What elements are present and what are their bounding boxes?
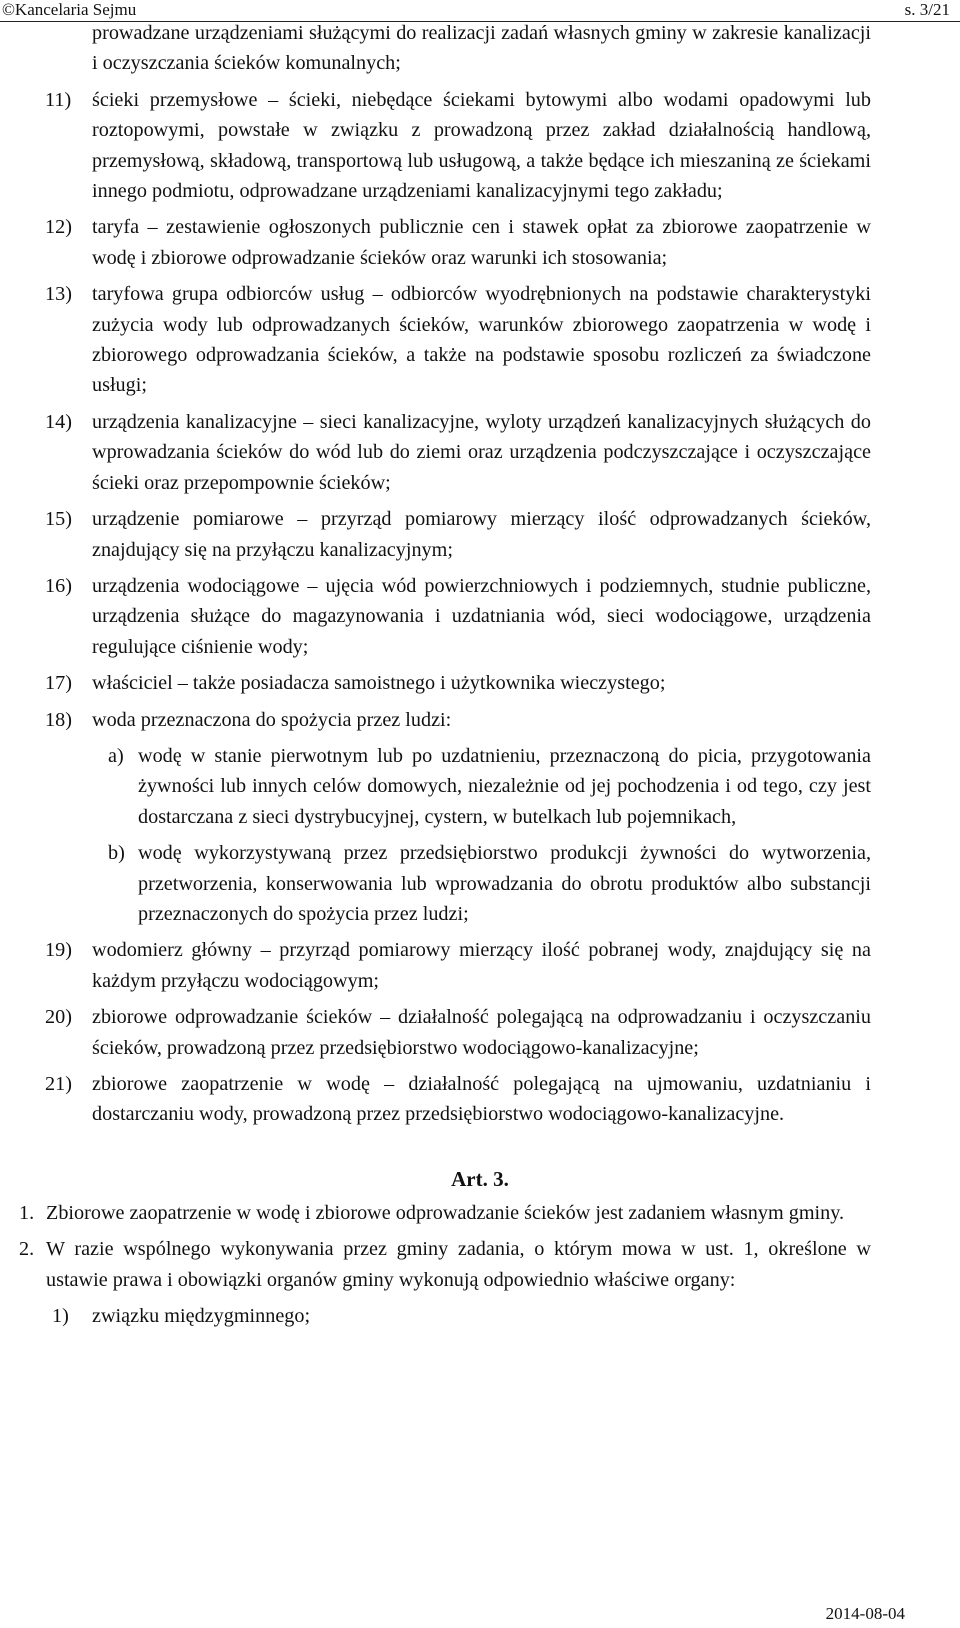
item-text: woda przeznaczona do spożycia przez ludzi:: [92, 708, 452, 731]
sub-item-text: wodę w stanie pierwotnym lub po uzdatnieniu, przeznaczoną do picia, przygotowania żywności lub innych celów domowych, niezależnie od jej pochodzenia i od tego, czy jest dostarczana z sieci dystrybucyjnej, cystern, w butelkach lub pojemnikach,: [138, 744, 871, 828]
article-title: Art. 3.: [451, 1166, 509, 1191]
article-paragraph: [19, 1234, 871, 1295]
item-text: zbiorowe zaopatrzenie w wodę – działalność polegającą na ujmowaniu, uzdatnianiu i dostarczaniu wody, prowadzoną przez przedsiębiorstwo wodociągowo-kanalizacyjne.: [92, 1073, 871, 1126]
sub-item: [108, 838, 871, 929]
item-number: 11): [45, 88, 72, 111]
item-text: ścieki przemysłowe – ścieki, niebędące ściekami bytowymi albo wodami opadowymi lub roztopowymi, powstałe w związku z prowadzoną przez zakład działalnością handlową, przemysłową, składową, transportową lub usługową, a także będące ich mieszaniną ze ściekami innego podmiotu, odprowadzane urządzeniami kanalizacyjnymi tego zakładu;: [92, 88, 871, 203]
article-paragraph: [19, 1198, 871, 1228]
definition-item: [45, 279, 871, 401]
definition-item: [45, 407, 871, 498]
item-number: 13): [45, 283, 72, 306]
item-text: taryfa – zestawienie ogłoszonych publicznie cen i stawek opłat za zbiorowe zaopatrzenie w wodę i zbiorowe odprowadzanie ścieków oraz warunki ich stosowania;: [92, 216, 871, 269]
definition-item: [45, 705, 871, 735]
sub-item-letter: b): [108, 842, 125, 865]
sub-item-letter: a): [108, 744, 124, 767]
definition-item: [45, 571, 871, 662]
item-text: wodomierz główny – przyrząd pomiarowy mierzący ilość pobranej wody, znajdujący się na każdym przyłączu wodociągowym;: [92, 939, 871, 992]
definition-item: [45, 1069, 871, 1130]
paragraph-text: Zbiorowe zaopatrzenie w wodę i zbiorowe odprowadzanie ścieków jest zadaniem własnym gminy.: [46, 1201, 845, 1224]
paragraph-number: 2.: [19, 1238, 35, 1261]
definition-item: [45, 85, 871, 207]
header-page-number: s. 3/21: [904, 0, 950, 19]
article-point: [52, 1301, 871, 1331]
point-text: związku międzygminnego;: [92, 1305, 311, 1328]
item-number: 14): [45, 410, 72, 433]
item-number: 17): [45, 672, 72, 695]
item-number: 18): [45, 708, 72, 731]
item-number: 21): [45, 1073, 72, 1095]
point-number: 1): [52, 1305, 69, 1328]
item-number: 20): [45, 1006, 72, 1029]
paragraph-text: W razie wspólnego wykonywania przez gminy zadania, o którym mowa w ust. 1, określone w ustawie prawa i obowiązki organów gminy wykonują odpowiednio właściwe organy:: [46, 1238, 871, 1291]
item-number: 16): [45, 574, 72, 597]
definition-item: [45, 668, 871, 698]
item-text: urządzenia kanalizacyjne – sieci kanalizacyjne, wyloty urządzeń kanalizacyjnych służących do wprowadzania ścieków do wód lub do ziemi oraz urządzenia podczyszczające i oczyszczające ścieki oraz przepompownie ścieków;: [92, 410, 871, 494]
definition-item: [45, 935, 871, 996]
item-text: taryfowa grupa odbiorców usług – odbiorców wyodrębnionych na podstawie charakterystyki zużycia wody lub odprowadzanych ścieków, warunków zbiorowego zaopatrzenia w wodę i zbiorowego odprowadzania ścieków, a także na podstawie sposobu rozliczeń za świadczone usługi;: [92, 283, 871, 397]
item-number: 15): [45, 508, 72, 531]
header-source: ©Kancelaria Sejmu: [2, 0, 137, 19]
item-text: urządzenie pomiarowe – przyrząd pomiarowy mierzący ilość odprowadzanych ścieków, znajdujący się na przyłączu kanalizacyjnym;: [92, 508, 871, 561]
definition-item: [45, 1002, 871, 1063]
continuation-text: prowadzane urządzeniami służącymi do realizacji zadań własnych gminy w zakresie kanalizacji i oczyszczania ścieków komunalnych;: [92, 22, 871, 75]
sub-item-text: wodę wykorzystywaną przez przedsiębiorstwo produkcji żywności do wytworzenia, przetworzenia, konserwowania lub wprowadzania do obrotu produktów albo substancji przeznaczonych do spożycia przez ludzi;: [138, 842, 871, 925]
footer-date: 2014-08-04: [825, 1604, 905, 1623]
item-text: zbiorowe odprowadzanie ścieków – działalność polegającą na odprowadzaniu i oczyszczaniu ścieków, prowadzoną przez przedsiębiorstwo wodociągowo-kanalizacyjne;: [92, 1006, 871, 1059]
sub-item: [108, 741, 871, 832]
document-body: [0, 18, 960, 1331]
item-text: urządzenia wodociągowe – ujęcia wód powierzchniowych i podziemnych, studnie publiczne, urządzenia służące do magazynowania i uzdatniania wód, sieci wodociągowe, urządzenia regulujące ciśnienie wody;: [92, 574, 871, 658]
item-number: 19): [45, 939, 72, 962]
item-number: 12): [45, 216, 72, 239]
paragraph-number: 1.: [19, 1201, 35, 1224]
definition-item: [45, 212, 871, 273]
definition-item: [45, 504, 871, 565]
item-text: właściciel – także posiadacza samoistnego i użytkownika wieczystego;: [92, 672, 666, 695]
